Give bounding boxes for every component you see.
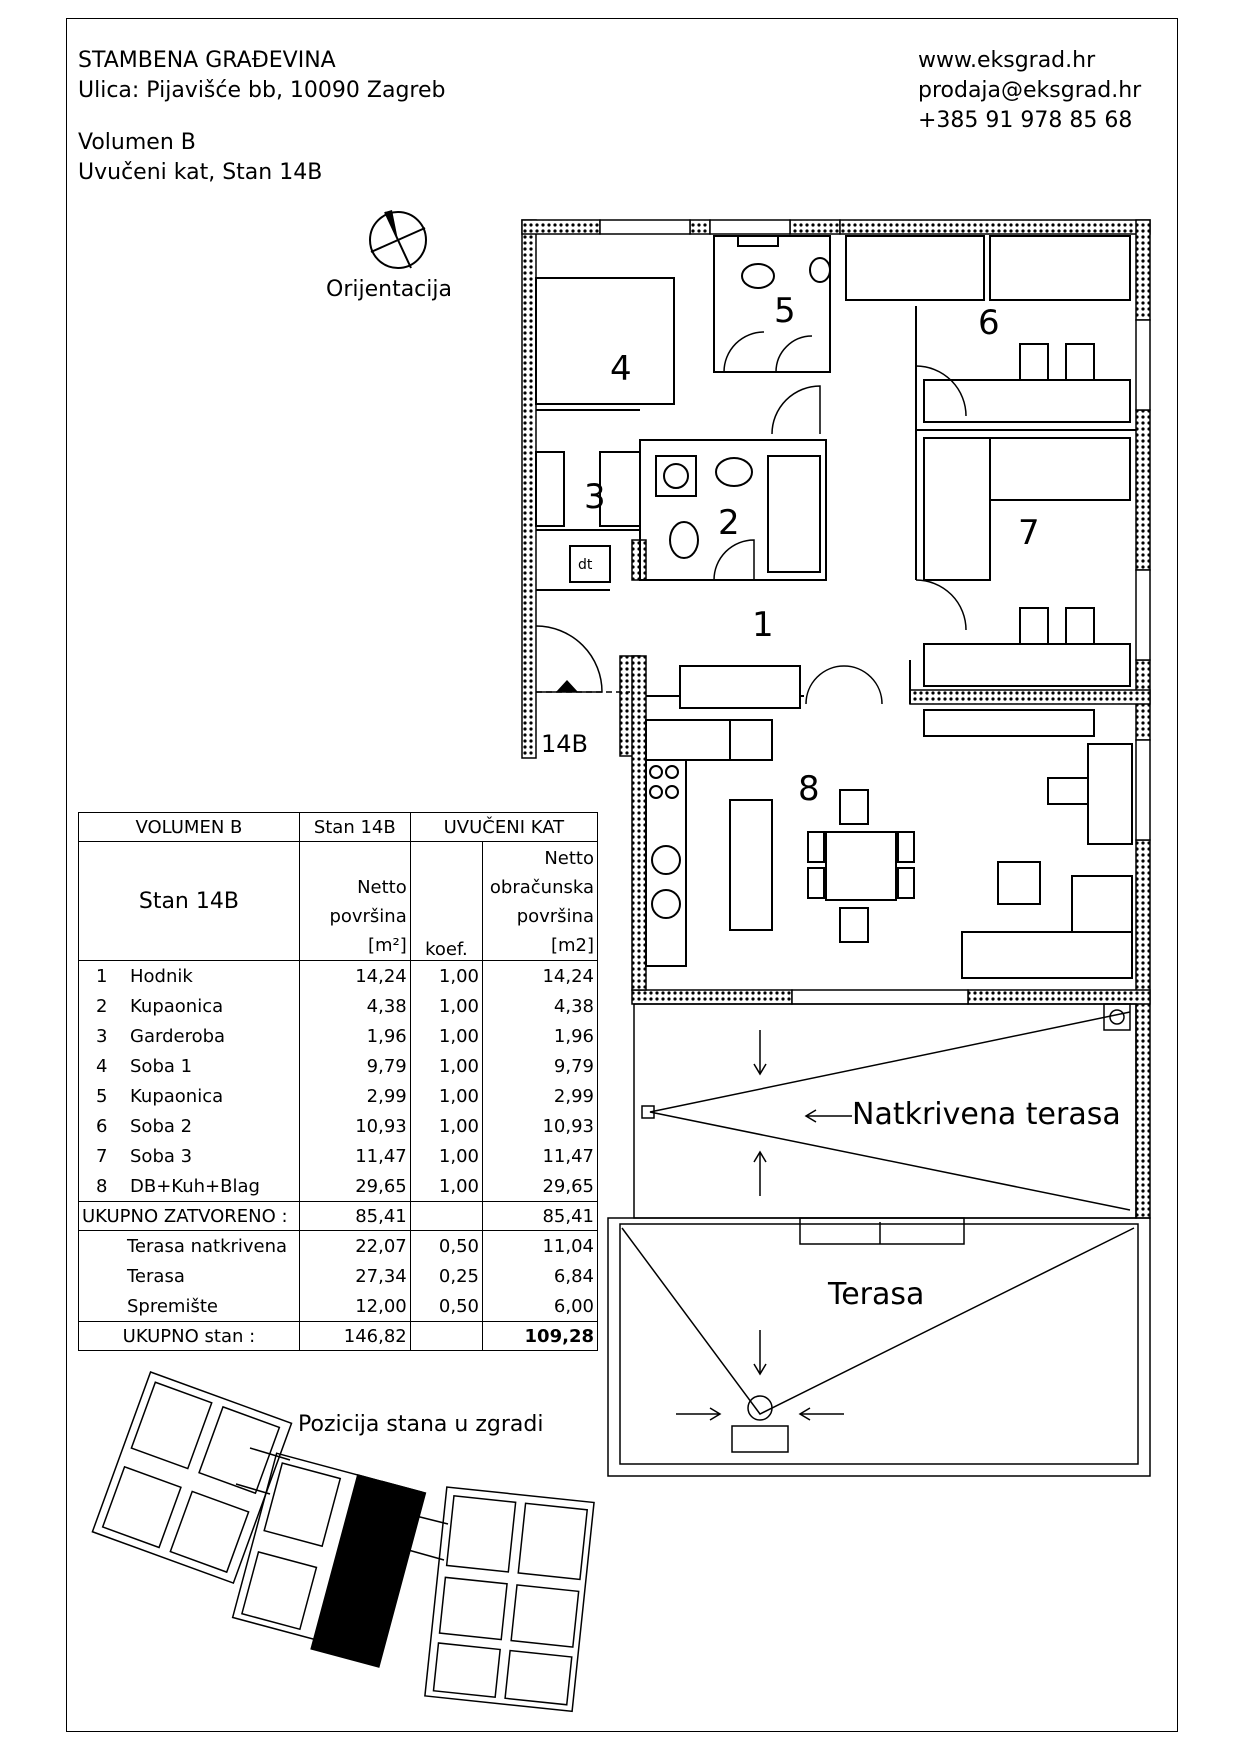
col-calc-line-3: površina [516, 906, 594, 927]
room-rows [79, 961, 598, 1202]
room-calc: 9,79 [483, 1051, 598, 1081]
room-name: DB+Kuh+Blag [130, 1175, 260, 1197]
extra-name: Terasa natkrivena [79, 1231, 300, 1262]
email-link[interactable]: prodaja@eksgrad.hr [918, 78, 1142, 103]
table-row [79, 991, 598, 1021]
extra-name: Terasa [79, 1261, 300, 1291]
room-calc: 11,47 [483, 1141, 598, 1171]
terrace-door [792, 990, 968, 1004]
room-no: 8 [96, 1175, 108, 1197]
col-calc-line-1: Netto [544, 848, 594, 869]
room-koef: 1,00 [410, 1081, 482, 1111]
compass-icon [370, 210, 426, 268]
table-row [79, 1081, 598, 1111]
extra-calc: 6,84 [483, 1261, 598, 1291]
room-number-3: 3 [584, 477, 606, 517]
table-row [79, 1261, 598, 1291]
dryer-label: dt [578, 557, 593, 573]
room-area: 29,65 [299, 1171, 410, 1202]
table-col-calc [483, 842, 598, 961]
closed-total-calc: 85,41 [483, 1202, 598, 1231]
room-name: Hodnik [130, 965, 193, 987]
col-calc-line-4: [m2] [550, 935, 594, 956]
building-title: STAMBENA GRAĐEVINA [78, 48, 336, 73]
extra-rows [79, 1231, 598, 1322]
room-area: 2,99 [299, 1081, 410, 1111]
room-number-7: 7 [1018, 513, 1040, 553]
room-koef: 1,00 [410, 961, 482, 992]
room-area: 11,47 [299, 1141, 410, 1171]
extra-koef: 0,50 [410, 1291, 482, 1322]
room-number-5: 5 [774, 291, 796, 331]
extra-koef: 0,25 [410, 1261, 482, 1291]
room-calc: 1,96 [483, 1021, 598, 1051]
room-name: Garderoba [130, 1025, 226, 1047]
area-table [78, 812, 598, 1351]
extra-calc: 11,04 [483, 1231, 598, 1262]
room-koef: 1,00 [410, 991, 482, 1021]
room-no: 7 [96, 1145, 108, 1167]
furniture-room-7 [924, 438, 1130, 686]
table-row [79, 1051, 598, 1081]
room-calc: 14,24 [483, 961, 598, 992]
room-number-8: 8 [798, 769, 820, 809]
room-calc: 2,99 [483, 1081, 598, 1111]
extra-name: Spremište [79, 1291, 300, 1322]
extra-area: 12,00 [299, 1291, 410, 1322]
col-netto-line-2: površina [329, 906, 407, 927]
room-name: Soba 3 [130, 1145, 193, 1167]
room-calc: 10,93 [483, 1111, 598, 1141]
table-row [79, 1021, 598, 1051]
room-number-2: 2 [718, 503, 740, 543]
extra-area: 22,07 [299, 1231, 410, 1262]
room-calc: 4,38 [483, 991, 598, 1021]
position-title: Pozicija stana u zgradi [298, 1412, 544, 1437]
col-netto-line-3: [m²] [367, 935, 407, 956]
phone-number: +385 91 978 85 68 [918, 108, 1133, 133]
orientation-label: Orijentacija [326, 277, 452, 302]
website-link[interactable]: www.eksgrad.hr [918, 48, 1096, 73]
extra-calc: 6,00 [483, 1291, 598, 1322]
room-area: 4,38 [299, 991, 410, 1021]
table-row [79, 1141, 598, 1171]
entrance-arrow-icon [556, 680, 578, 692]
room-area: 9,79 [299, 1051, 410, 1081]
terrace-label: Terasa [828, 1277, 925, 1312]
closed-total-area: 85,41 [299, 1202, 410, 1231]
table-row [79, 1231, 598, 1262]
unit-tag: 14B [541, 730, 589, 758]
extra-koef: 0,50 [410, 1231, 482, 1262]
bathroom-5-fixtures [738, 236, 830, 288]
room-name: Kupaonica [130, 995, 224, 1017]
table-row [79, 961, 598, 992]
unit-label: Uvučeni kat, Stan 14B [78, 160, 323, 185]
room-number-6: 6 [978, 303, 1000, 343]
open-terrace [608, 1218, 1150, 1476]
dining-table [808, 790, 914, 942]
room-calc: 29,65 [483, 1171, 598, 1202]
room-area: 10,93 [299, 1111, 410, 1141]
room-area: 14,24 [299, 961, 410, 992]
room-koef: 1,00 [410, 1021, 482, 1051]
right-windows [1136, 320, 1150, 840]
table-row [79, 1111, 598, 1141]
room-number-1: 1 [752, 605, 774, 645]
room-no: 5 [96, 1085, 108, 1107]
bed-room-4 [536, 278, 674, 404]
kitchen-units [646, 666, 800, 966]
table-row [79, 1291, 598, 1322]
room-number-4: 4 [610, 349, 632, 389]
covered-terrace-label: Natkrivena terasa [852, 1097, 1121, 1132]
grand-total-area: 146,82 [299, 1322, 410, 1351]
room-no: 4 [96, 1055, 108, 1077]
room-koef: 1,00 [410, 1141, 482, 1171]
closed-total-label: UKUPNO ZATVORENO : [79, 1202, 300, 1231]
extra-area: 27,34 [299, 1261, 410, 1291]
room-no: 2 [96, 995, 108, 1017]
room-area: 1,96 [299, 1021, 410, 1051]
table-head-volume: VOLUMEN B [79, 813, 300, 842]
room-name: Soba 1 [130, 1055, 193, 1077]
table-unit-name: Stan 14B [79, 842, 300, 961]
room-no: 1 [96, 965, 108, 987]
table-col-netto [299, 842, 410, 961]
room-name: Kupaonica [130, 1085, 224, 1107]
room-koef: 1,00 [410, 1051, 482, 1081]
building-address: Ulica: Pijavišće bb, 10090 Zagreb [78, 78, 446, 103]
room-name: Soba 2 [130, 1115, 193, 1137]
volume-label: Volumen B [78, 130, 196, 155]
room-no: 3 [96, 1025, 108, 1047]
room-koef: 1,00 [410, 1171, 482, 1202]
table-head-floor: UVUČENI KAT [410, 813, 597, 842]
grand-total-label: UKUPNO stan : [79, 1322, 300, 1351]
room-no: 6 [96, 1115, 108, 1137]
living-furniture [924, 710, 1132, 978]
table-col-koef: koef. [410, 842, 482, 961]
col-netto-line-1: Netto [357, 877, 407, 898]
table-head-unit: Stan 14B [299, 813, 410, 842]
table-row [79, 1171, 598, 1202]
grand-total-calc: 109,28 [483, 1322, 598, 1351]
room-koef: 1,00 [410, 1111, 482, 1141]
col-calc-line-2: obračunska [489, 877, 594, 898]
